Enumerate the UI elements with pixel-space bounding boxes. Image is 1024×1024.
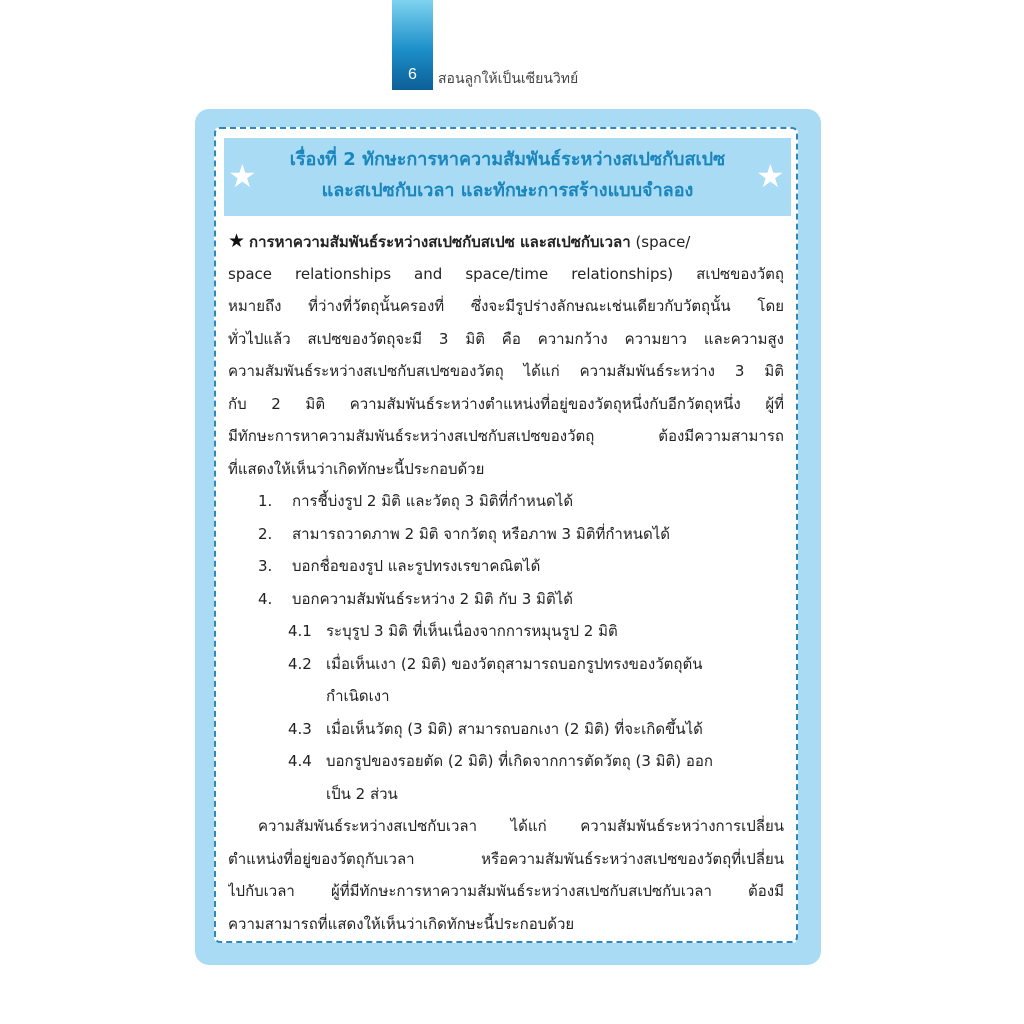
sub-list-item-number: 4.1: [288, 622, 312, 640]
lead-heading-line: [228, 225, 784, 258]
star-icon: ★: [228, 230, 246, 252]
list-item-text: สามารถวาดภาพ 2 มิติ จากวัตถุ หรือภาพ 3 มิติที่กำหนดได้: [292, 524, 671, 543]
paragraph-line: ความสัมพันธ์ระหว่างสเปซกับเวลา ได้แก่ ความสัมพันธ์ระหว่างการเปลี่ยน: [258, 817, 784, 835]
sub-list-item-text: ระบุรูป 3 มิติ ที่เห็นเนื่องจากการหมุนรูป 2 มิติ: [326, 622, 618, 640]
paragraph-line: ความสัมพันธ์ระหว่างสเปซกับสเปซของวัตถุ ได้แก่ ความสัมพันธ์ระหว่าง 3 มิติ: [228, 362, 784, 380]
list-item: [228, 518, 784, 551]
sub-list-item-text: เมื่อเห็นเงา (2 มิติ) ของวัตถุสามารถบอกรูปทรงของวัตถุต้น: [326, 654, 703, 673]
paragraph-line: หมายถึง ที่ว่างที่วัตถุนั้นครองที่ ซึ่งจะมีรูปร่างลักษณะเช่นเดียวกับวัตถุนั้น โดย: [228, 297, 784, 315]
page-number: 6: [408, 66, 417, 83]
body-text: [228, 225, 784, 940]
sub-list-item-text: บอกรูปของรอยตัด (2 มิติ) ที่เกิดจากการตัดวัตถุ (3 มิติ) ออก: [326, 752, 713, 770]
star-icon: ★: [228, 157, 257, 195]
paragraph-line: ทั่วไปแล้ว สเปซของวัตถุจะมี 3 มิติ คือ ความกว้าง ความยาว และความสูง: [228, 329, 784, 348]
sub-list-item-continuation: เป็น 2 ส่วน: [326, 784, 398, 803]
paragraph-line: ความสามารถที่แสดงให้เห็นว่าเกิดทักษะนี้ประกอบด้วย: [228, 914, 575, 933]
list-item: [228, 550, 784, 583]
list-item-text: บอกชื่อของรูป และรูปทรงเรขาคณิตได้: [292, 557, 541, 575]
sub-list-item-text: เมื่อเห็นวัตถุ (3 มิติ) สามารถบอกเงา (2 มิติ) ที่จะเกิดขึ้นได้: [326, 719, 703, 738]
paragraph-line: space relationships and space/time relationships) สเปซของวัตถุ: [228, 264, 784, 283]
lead-heading: การหาความสัมพันธ์ระหว่างสเปซกับสเปซ และสเปซกับเวลา: [249, 233, 631, 251]
list-item-text: การชี้บ่งรูป 2 มิติ และวัตถุ 3 มิติที่กำหนดได้: [292, 492, 574, 510]
list-item-number: 4.: [258, 589, 273, 608]
paragraph-line: ตำแหน่งที่อยู่ของวัตถุกับเวลา หรือความสัมพันธ์ระหว่างสเปซของวัตถุที่เปลี่ยน: [228, 849, 784, 868]
sub-list-item-number: 4.4: [288, 752, 312, 770]
section-title-line-2: และสเปซกับเวลา และทักษะการสร้างแบบจำลอง: [321, 180, 694, 201]
sub-list-item: [228, 713, 784, 746]
sub-list-item: [228, 648, 784, 681]
list-item-number: 1.: [258, 492, 273, 510]
paragraph-line: ไปกับเวลา ผู้ที่มีทักษะการหาความสัมพันธ์ระหว่างสเปซกับสเปซกับเวลา ต้องมี: [228, 882, 784, 900]
list-item: [228, 583, 784, 616]
running-title: สอนลูกให้เป็นเซียนวิทย์: [438, 71, 579, 87]
sub-list-item: [228, 615, 784, 648]
star-icon: ★: [756, 157, 785, 195]
sub-list-item-continuation: กำเนิดเงา: [326, 687, 390, 705]
list-item: [228, 485, 784, 518]
paragraph-line: มีทักษะการหาความสัมพันธ์ระหว่างสเปซกับสเปซของวัตถุ ต้องมีความสามารถ: [228, 427, 784, 445]
paragraph-line: ที่แสดงให้เห็นว่าเกิดทักษะนี้ประกอบด้วย: [228, 459, 485, 478]
lead-heading-english: (space/: [630, 233, 691, 251]
sub-list-item-number: 4.3: [288, 719, 312, 738]
sub-list-item: [228, 745, 784, 778]
paragraph-line: กับ 2 มิติ ความสัมพันธ์ระหว่างตำแหน่งที่อยู่ของวัตถุหนึ่งกับอีกวัตถุหนึ่ง ผู้ที่: [228, 394, 784, 413]
list-item-number: 2.: [258, 524, 273, 543]
section-title-line-1: เรื่องที่ 2 ทักษะการหาความสัมพันธ์ระหว่างสเปซกับสเปซ: [289, 149, 726, 170]
sub-list-item-number: 4.2: [288, 654, 312, 673]
list-item-text: บอกความสัมพันธ์ระหว่าง 2 มิติ กับ 3 มิติได้: [292, 589, 573, 608]
list-item-number: 3.: [258, 557, 273, 575]
